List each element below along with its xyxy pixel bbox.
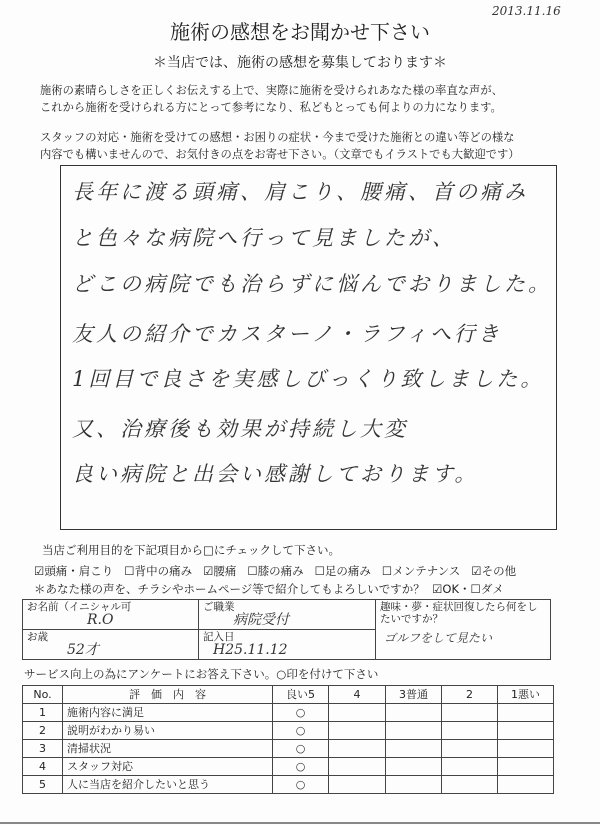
table-row: 3 清掃状況 ○ <box>23 740 554 758</box>
table-row: 4 スタッフ対応 ○ <box>23 758 554 776</box>
comment-line: 良い病院と出会い感謝しております。 <box>72 462 479 486</box>
checkbox-ok[interactable]: ☑OK <box>432 582 459 596</box>
consent-row: ＊あなた様の声を、チラシやホームページ等で紹介してもよろしいですか？ ☑OK・☐ダメ <box>34 582 504 596</box>
checkbox-lowback[interactable]: ☑腰痛 <box>203 564 237 578</box>
job-value: 病院受付 <box>233 612 289 628</box>
page-edge <box>0 822 600 824</box>
checkbox-knee[interactable]: ☐膝の痛み <box>247 564 304 578</box>
form-subtitle: ＊当店では、施術の感想を募集しております＊ <box>153 55 447 71</box>
date-cell: 記入日 H25.11.12 <box>199 630 376 660</box>
table-row: 1 施術内容に満足 ○ <box>23 704 554 722</box>
checkbox-back[interactable]: ☐背中の痛み <box>124 564 193 578</box>
purpose-options <box>34 564 516 578</box>
age-value: 52才 <box>67 642 99 658</box>
comment-line: どこの病院でも治らずに悩んでおりました。 <box>72 272 552 296</box>
rating-mark[interactable]: ○ <box>273 704 329 722</box>
survey-prompt: サービス向上の為にアンケートにお答え下さい。○印を付けて下さい <box>24 667 379 681</box>
hobby-value: ゴルフをして見たい <box>384 631 493 645</box>
name-value: R.O <box>87 612 114 628</box>
checkbox-headache[interactable]: ☑頭痛・肩こり <box>34 564 114 578</box>
rating-mark[interactable]: ○ <box>273 776 329 794</box>
date-value: H25.11.12 <box>213 642 288 658</box>
age-cell: お歳 52才 <box>23 630 199 660</box>
form-title: 施術の感想をお聞かせ下さい <box>170 20 430 44</box>
comment-line: 又、治療後も効果が持続し大変 <box>72 417 408 441</box>
hobby-cell: 趣味・夢・症状回復したら何をしたいですか？ ゴルフをして見たい <box>376 600 551 660</box>
header-4: 4 <box>329 686 386 704</box>
rating-mark[interactable]: ○ <box>273 758 329 776</box>
comment-line: 友人の紹介でカスターノ・ラフィへ行き <box>72 322 502 346</box>
intro-line: 施術の素晴らしさを正しくお伝えする上で、実際に施術を受けられあなた様の率直な声が、 <box>40 84 503 97</box>
purpose-prompt: 当店ご利用目的を下記項目から□にチェックして下さい。 <box>42 543 341 557</box>
checkbox-maintenance[interactable]: ☐メンテナンス <box>381 564 461 578</box>
header-5: 良い5 <box>273 686 329 704</box>
handwritten-date: 2013.11.16 <box>492 4 561 18</box>
survey-table <box>22 685 554 794</box>
name-cell: お名前（イニシャル可 R.O <box>23 600 199 630</box>
comment-line: と色々な病院へ行って見ましたが、 <box>72 226 456 250</box>
comment-line: 1回目で良さを実感しびっくり致しました。 <box>72 367 545 391</box>
checkbox-other[interactable]: ☑その他 <box>471 564 517 578</box>
instruction-line: 内容でも構いませんので、お気付きの点をお寄せ下さい。（文章でもイラストでも大歓迎です） <box>40 148 520 161</box>
table-row: 2 説明がわかり易い ○ <box>23 722 554 740</box>
header-no: No. <box>23 686 63 704</box>
survey-header <box>23 686 554 704</box>
instruction-line: スタッフの対応・施術を受けての感想・お困りの症状・今まで受けた施術との違い等どの様な <box>40 131 515 144</box>
rating-mark[interactable]: ○ <box>273 740 329 758</box>
header-item: 評 価 内 容 <box>63 686 273 704</box>
checkbox-ng[interactable]: ☐ダメ <box>470 582 504 596</box>
rating-mark[interactable]: ○ <box>273 722 329 740</box>
job-cell: ご職業 病院受付 <box>199 600 376 630</box>
header-1: 1悪い <box>498 686 554 704</box>
intro-line: これから施術を受けられる方にとって参考になり、私どもとっても何よりの力になります。 <box>40 101 502 114</box>
consent-question: ＊あなた様の声を、チラシやホームページ等で紹介してもよろしいですか？ <box>34 582 425 596</box>
header-2: 2 <box>442 686 498 704</box>
table-row: 5 人に当店を紹介したいと思う ○ <box>23 776 554 794</box>
header-3: 3普通 <box>386 686 442 704</box>
checkbox-foot[interactable]: ☐足の痛み <box>314 564 371 578</box>
comment-line: 長年に渡る頭痛、肩こり、腰痛、首の痛み <box>72 180 528 204</box>
info-table <box>22 599 551 660</box>
